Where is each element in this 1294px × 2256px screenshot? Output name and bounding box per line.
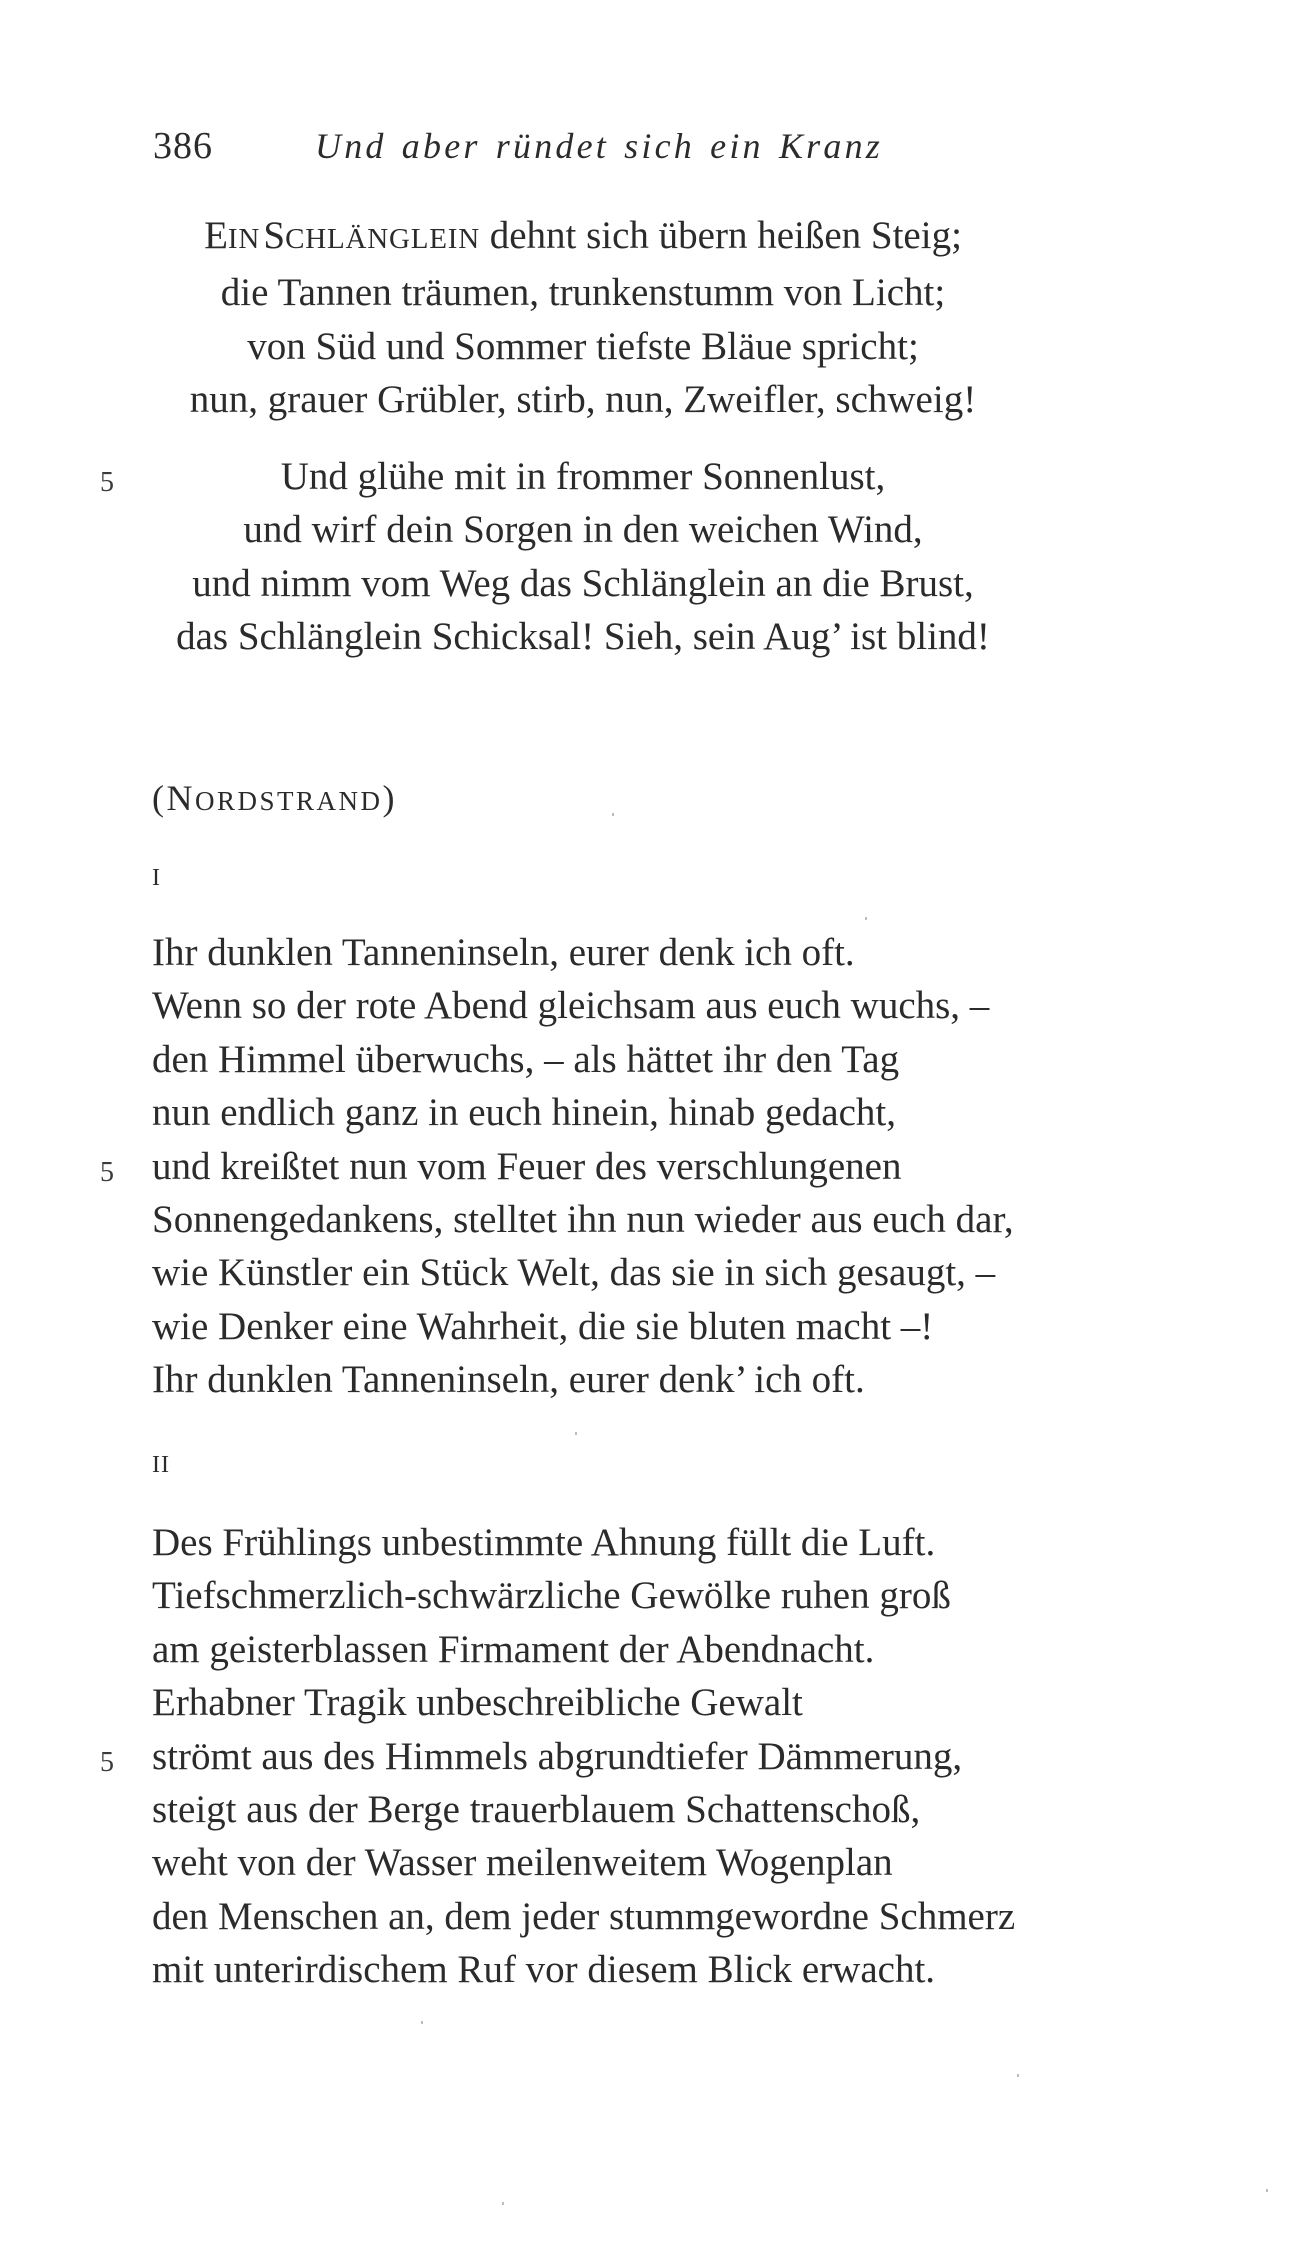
- verse-line: weht von der Wasser meilenweitem Wogenplan: [152, 1841, 893, 1885]
- part-label: II: [152, 1452, 170, 1478]
- verse-line: nun, grauer Grübler, stirb, nun, Zweifler, schweig!: [189, 378, 977, 422]
- verse-line: wie Denker eine Wahrheit, die sie bluten macht –!: [152, 1304, 934, 1348]
- poem1-stanza2: [0, 450, 1166, 664]
- verse-line: Erhabner Tragik unbeschreibliche Gewalt: [152, 1681, 803, 1725]
- verse-line: von Süd und Sommer tiefste Bläue spricht;: [247, 324, 919, 368]
- small-caps-rest: CHLÄNGLEIN: [285, 223, 480, 255]
- running-head: [0, 124, 1294, 168]
- line-number: 5: [100, 467, 114, 498]
- verse-line: Des Frühlings unbestimmte Ahnung füllt die Luft.: [152, 1521, 936, 1564]
- poem2-part2: [152, 1516, 1015, 1997]
- verse-line: Ihr dunklen Tanneninseln, eurer denk ich oft.: [152, 931, 855, 974]
- title-paren-open: (: [152, 778, 167, 818]
- scan-speck: [421, 2021, 423, 2024]
- scan-speck: [502, 2202, 504, 2205]
- small-caps-initial: E: [204, 214, 228, 257]
- verse-line: den Himmel überwuchs, – als hättet ihr den Tag: [152, 1037, 900, 1081]
- verse-line: mit unterirdischem Ruf vor diesem Blick erwacht.: [152, 1948, 936, 1992]
- scan-speck: [865, 917, 867, 920]
- verse-line: Wenn so der rote Abend gleichsam aus euch wuchs, –: [152, 984, 990, 1028]
- poem1-stanza1: [0, 209, 1166, 427]
- verse-line: Sonnengedankens, stelltet ihn nun wieder aus euch dar,: [152, 1198, 1014, 1242]
- scan-speck: [1266, 2189, 1268, 2192]
- verse-line: strömt aus des Himmels abgrundtiefer Dämmerung,: [152, 1734, 963, 1778]
- verse-line: am geisterblassen Firmament der Abendnacht.: [152, 1627, 875, 1671]
- first-line-text: dehnt sich übern heißen Steig;: [479, 214, 962, 257]
- verse-line: Und glühe mit in frommer Sonnenlust,: [280, 455, 886, 498]
- line-number: 5: [100, 1157, 114, 1188]
- running-title: Und aber ründet sich ein Kranz: [315, 126, 883, 166]
- title-initial: N: [166, 778, 195, 818]
- verse-line: [0, 209, 1166, 266]
- verse-line: das Schlänglein Schicksal! Sieh, sein Aug’ ist blind!: [176, 615, 990, 659]
- verse-line: den Menschen an, dem jeder stummgewordne Schmerz: [152, 1894, 1016, 1938]
- title-small-caps: ORDSTRAND: [195, 786, 383, 816]
- verse-line: die Tannen träumen, trunkenstumm von Licht;: [220, 271, 946, 315]
- verse-line: und wirf dein Sorgen in den weichen Wind,: [243, 508, 923, 552]
- line-number: 5: [100, 1747, 114, 1778]
- page-number: 386: [153, 125, 213, 167]
- verse-line: Tiefschmerzlich-schwärzliche Gewölke ruhen groß: [152, 1574, 951, 1618]
- scan-speck: [612, 813, 614, 816]
- small-caps-initial: S: [263, 214, 286, 257]
- small-caps-rest: IN: [227, 223, 261, 255]
- verse-line: und kreißtet nun vom Feuer des verschlungenen: [152, 1144, 902, 1188]
- poem2-part1: [152, 926, 1014, 1407]
- scan-speck: [1017, 2074, 1019, 2077]
- verse-line: nun endlich ganz in euch hinein, hinab gedacht,: [152, 1091, 897, 1135]
- title-paren-close: ): [382, 778, 398, 818]
- part-label: I: [152, 865, 161, 891]
- verse-line: steigt aus der Berge trauerblauem Schattenschoß,: [152, 1788, 921, 1832]
- scan-speck: [575, 1432, 577, 1435]
- verse-line: und nimm vom Weg das Schlänglein an die Brust,: [192, 561, 974, 605]
- verse-line: wie Künstler ein Stück Welt, das sie in sich gesaugt, –: [152, 1251, 996, 1295]
- poem-title: [152, 776, 397, 823]
- verse-line: Ihr dunklen Tanneninseln, eurer denk’ ich oft.: [152, 1358, 865, 1402]
